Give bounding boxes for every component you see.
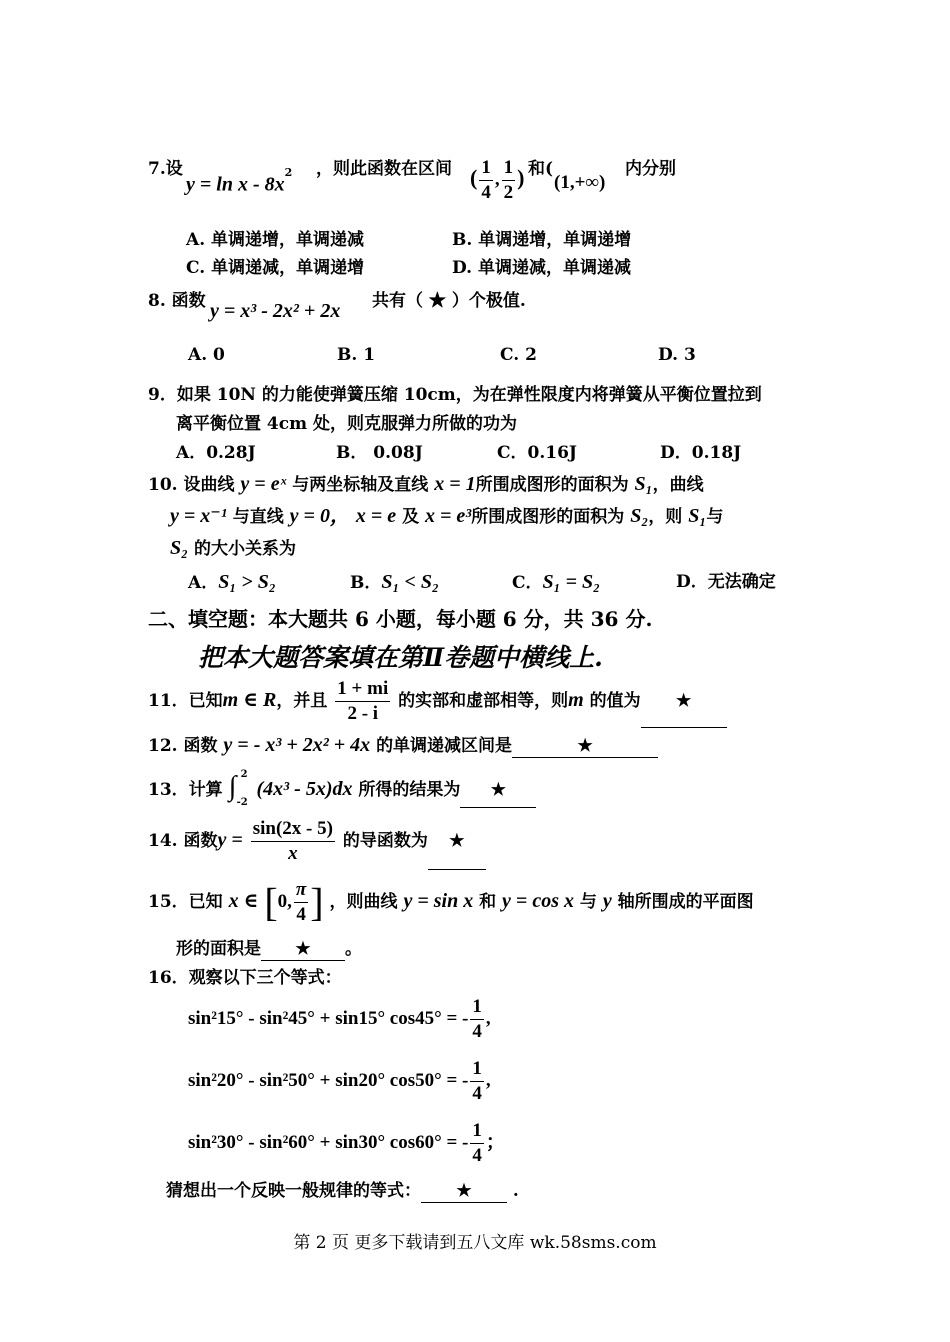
q8-number: 8. 函数 bbox=[148, 291, 206, 311]
q15-line2: 形的面积是 ★ 。 bbox=[176, 939, 362, 959]
q16-guess: 猜想出一个反映一般规律的等式： ★ . bbox=[166, 1181, 519, 1201]
q16-equation-2: sin²20° - sin²50° + sin20° cos50° = - $\frac{1}{4}$ , bbox=[188, 1058, 491, 1104]
q9-option-d: D．0.18J bbox=[660, 443, 742, 463]
q16-answer-blank[interactable]: ★ bbox=[421, 1180, 507, 1203]
q8-option-b: B. 1 bbox=[337, 345, 376, 365]
q10-line3: S₂ 的大小关系为 bbox=[170, 537, 297, 559]
q8-func: y = x³ - 2x² + 2x bbox=[210, 300, 341, 322]
section-title: 二、填空题：本大题共 6 小题，每小题 6 分，共 36 分. bbox=[148, 607, 653, 631]
q7-and: 和( bbox=[528, 159, 554, 179]
q15-line1: 15．已知 x ∈ [0, $\frac{\pi}{4}$ ] ，则曲线 y = sin x 和 y = cos x 与 y 轴所围成的平面图 bbox=[148, 879, 754, 925]
q8-tail: 共有（ ★ ）个极值. bbox=[372, 291, 526, 311]
q7-line bbox=[148, 158, 183, 180]
q13-line: 13．计算 ∫ 2 -2 (4x³ - 5x)dx 所得的结果为 ★ bbox=[148, 770, 536, 808]
q7-number: 7.设 bbox=[148, 159, 183, 179]
q11-answer-blank[interactable]: ★ bbox=[641, 675, 727, 728]
q7-option-a: A. 单调递增，单调递减 bbox=[186, 230, 365, 250]
q16-title: 16．观察以下三个等式： bbox=[148, 968, 342, 988]
q7-interval2: (1,+∞) bbox=[554, 172, 606, 193]
q9-option-b: B． 0.08J bbox=[336, 443, 423, 463]
q9-line2: 离平衡位置 4cm 处，则克服弹力所做的功为 bbox=[176, 414, 518, 434]
q11-line: 11．已知m ∈ R，并且 $\frac{1 + mi}{2 - i}$ 的实部和虚部相等，则m 的值为 ★ bbox=[148, 674, 727, 728]
q12-line: 12. 函数 y = - x³ + 2x² + 4x 的单调递减区间是 ★ bbox=[148, 734, 658, 758]
q9-line1: 9．如果 10N 的力能使弹簧压缩 10cm，为在弹性限度内将弹簧从平衡位置拉到 bbox=[148, 385, 762, 405]
q10-option-a: A．S₁ > S₂ bbox=[188, 571, 276, 593]
page-footer: 第 2 页 更多下载请到五八文库 wk.58sms.com bbox=[293, 1233, 657, 1253]
q14-answer-blank[interactable]: ★ bbox=[428, 813, 486, 870]
q7-interval1: ( $\frac{1}{4}$ , $\frac{1}{2}$ ) bbox=[470, 157, 525, 203]
q14-line: 14. 函数y = $\frac{\sin(2x - 5)}{x}$ 的导函数为 ★ bbox=[148, 812, 486, 870]
q7-option-b: B. 单调递增，单调递增 bbox=[452, 230, 632, 250]
q7-func: $y = \ln x - 8x^2$ bbox=[186, 166, 293, 196]
q16-equation-1: sin²15° - sin²45° + sin15° cos45° = - $\frac{1}{4}$ , bbox=[188, 996, 491, 1042]
q10-option-c: C．S₁ = S₂ bbox=[512, 571, 601, 593]
q16-equation-3: sin²30° - sin²60° + sin30° cos60° = - $\frac{1}{4}$ ； bbox=[188, 1120, 505, 1166]
q9-option-c: C．0.16J bbox=[497, 443, 577, 463]
q10-line1: 10. 设曲线 y = eˣ 与两坐标轴及直线 x = 1所围成图形的面积为 S₁，曲线 bbox=[148, 473, 704, 495]
q12-answer-blank[interactable]: ★ bbox=[512, 735, 658, 758]
q10-option-b: B．S₁ < S₂ bbox=[350, 571, 439, 593]
q10-line2: y = x⁻¹ 与直线 y = 0， x = e 及 x = e³所围成图形的面积为 S₂，则 S₁与 bbox=[170, 505, 724, 527]
q7-option-d: D. 单调递减，单调递减 bbox=[452, 258, 631, 278]
q8-option-c: C. 2 bbox=[500, 345, 537, 365]
q7-tail: 内分别 bbox=[625, 159, 676, 179]
q8-option-a: A. 0 bbox=[188, 345, 225, 365]
q7-mid: ，则此函数在区间 bbox=[316, 159, 452, 179]
section-subtitle: 把本大题答案填在第Ⅱ卷题中横线上. bbox=[198, 643, 603, 672]
q10-option-d: D．无法确定 bbox=[676, 572, 776, 592]
q7-option-c: C. 单调递减，单调递增 bbox=[186, 258, 365, 278]
q13-answer-blank[interactable]: ★ bbox=[460, 773, 536, 808]
q9-option-a: A．0.28J bbox=[176, 443, 256, 463]
q15-answer-blank[interactable]: ★ bbox=[261, 938, 345, 961]
q8-option-d: D. 3 bbox=[658, 345, 696, 365]
